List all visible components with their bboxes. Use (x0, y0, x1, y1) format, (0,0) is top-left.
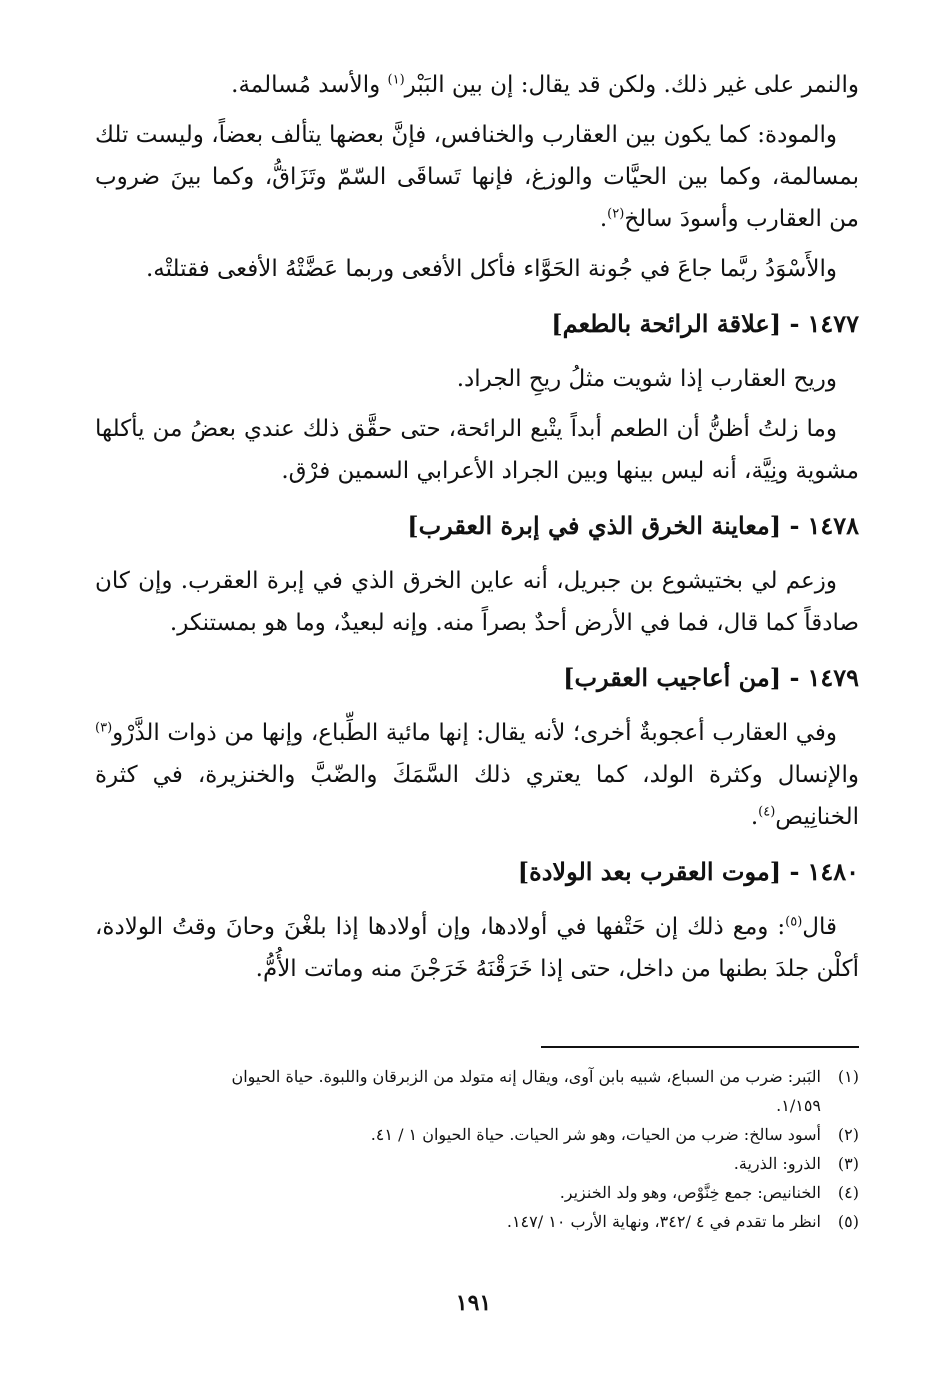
section-heading (95, 852, 859, 892)
footnote: (١)البَبر: ضرب من السباع، شبيه بابن آوى، ويقال إنه متولد من الزبرقان واللبوة. حياة الحيوان (95, 1062, 859, 1091)
footnote-mark: (٥) (837, 1212, 859, 1231)
footnote-ref[interactable]: (١) (387, 72, 405, 88)
section-heading (95, 304, 859, 344)
footnote-mark: (٤) (837, 1183, 859, 1202)
footnote-mark: (١) (837, 1067, 859, 1086)
footnote-continuation: ١/١٥٩. (776, 1096, 821, 1115)
section-heading (95, 506, 859, 546)
main-text (95, 64, 859, 998)
section-title: - [من أعاجيب العقرب] (563, 663, 800, 692)
paragraph: وريح العقارب إذا شويت مثلُ ريحِ الجراد. (456, 366, 837, 392)
paragraph: قال$^{(٥)}$: ومع ذلك إن حَتْفها في أولادها، وإن أولادها إذا بلغْنَ وحانَ وقتُ الولادة، أكلْن جلدَ بطنها من داخل، حتى إذا خَرَقْنَهُ خَرَجْنَ منه وماتت الأُمُّ. (95, 914, 859, 982)
section-title: - [موت العقرب بعد الولادة] (517, 857, 800, 886)
section-title: - [علاقة الرائحة بالطعم] (551, 309, 800, 338)
paragraph: وما زلتُ أظنُّ أن الطعم أبداً يتْبع الرائحة، حتى حقَّق ذلك عندي بعضُ من يأكلها مشوية ونِيَّة، أنه ليس بينها وبين الجراد الأعرابي السمين فرْق. (95, 416, 859, 484)
footnote-ref[interactable]: (٣) (95, 720, 113, 736)
paragraph: والأَسْوَدُ ربَّما جاعَ في جُونة الحَوَّاء فأكل الأفعى وربما عَضَّتْهُ الأفعى فقتلتْه. (145, 256, 837, 282)
paragraph: والنمر على غير ذلك. ولكن قد يقال: إن بين البَبْر$^{(١)}$ والأسد مُسالمة. (231, 72, 859, 98)
footnote-mark: (٣) (837, 1154, 859, 1173)
footnote: (٤)الخنانيص: جمع خِنَّوْص، وهو ولد الخنزير. (95, 1178, 859, 1207)
paragraph: وزعم لي بختيشوع بن جبريل، أنه عاين الخرق الذي في إبرة العقرب. وإن كان صادقاً كما قال، فما في الأرض أحدٌ بصراً منه. وإنه لبعيدٌ، وما هو بمستنكر. (95, 568, 859, 636)
section-number: ١٤٧٨ (807, 511, 859, 540)
footnotes (95, 1062, 859, 1236)
paragraph: وفي العقارب أعجوبةٌ أخرى؛ لأنه يقال: إنها مائية الطِّباع، وإنها من ذوات الذَّرْو$^{(٣)}$ والإنسال وكثرة الولد، كما يعتري ذلك السَّمَكَ والضّبَّ والخنزيرة، في كثرة الخنانِيص$^{(٤)}$. (95, 720, 859, 830)
footnote: (٢)أسود سالخ: ضرب من الحيات، وهو شر الحيات. حياة الحيوان ١ / ٤١. (95, 1120, 859, 1149)
footnote-ref[interactable]: (٢) (607, 206, 625, 222)
section-title: - [معاينة الخرق الذي في إبرة العقرب] (407, 511, 800, 540)
footnote: (٥)انظر ما تقدم في ٤ /٣٤٢، ونهاية الأرب ١٠ /١٤٧. (95, 1207, 859, 1236)
footnote-mark: (٢) (837, 1125, 859, 1144)
footnote-divider (541, 1046, 859, 1048)
section-number: ١٤٧٩ (807, 663, 859, 692)
paragraph: والمودة: كما يكون بين العقارب والخنافس، فإنَّ بعضها يتألف بعضاً، وليست تلك بمسالمة، وكما بين الحيَّات والوزغ، فإنها تَساقَى السّمّ وتَزَاقُّ، وكما بينَ ضروب من العقارب وأسودَ سالخ$^{(٢)}$. (95, 122, 859, 232)
page-number: ١٩١ (455, 1290, 492, 1316)
footnote: (٣)الذرو: الذرية. (95, 1149, 859, 1178)
footnote-ref[interactable]: (٤) (758, 804, 776, 820)
footnote-ref[interactable]: (٥) (785, 914, 803, 930)
section-number: ١٤٨٠ (807, 857, 859, 886)
section-heading (95, 658, 859, 698)
section-number: ١٤٧٧ (807, 309, 859, 338)
